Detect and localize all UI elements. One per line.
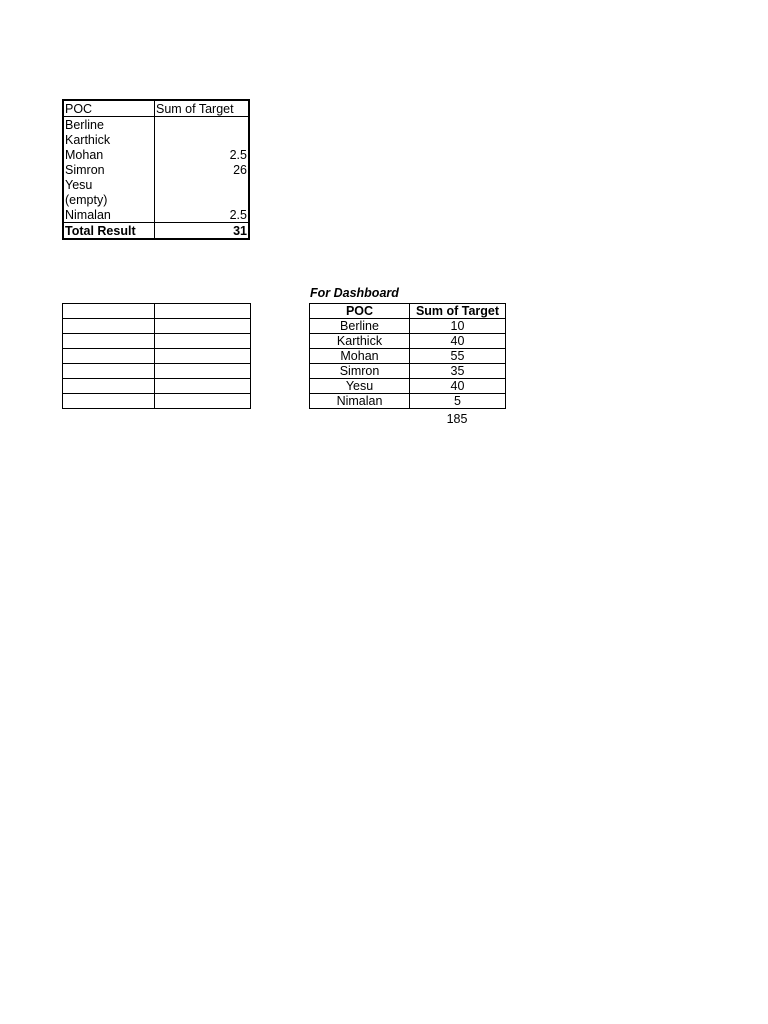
dashboard-cell-value[interactable]: 55	[410, 349, 506, 364]
empty-grid-row	[63, 364, 251, 379]
pivot-cell-value[interactable]: 2.5	[229, 147, 247, 162]
dashboard-cell-value[interactable]: 35	[410, 364, 506, 379]
pivot-header-poc[interactable]: POC	[63, 100, 155, 117]
dashboard-header-row	[310, 304, 506, 319]
dashboard-cell-value[interactable]: 10	[410, 319, 506, 334]
pivot-row	[63, 147, 249, 162]
empty-cell[interactable]	[63, 364, 155, 379]
dashboard-row	[310, 349, 506, 364]
empty-cell[interactable]	[155, 319, 251, 334]
dashboard-cell-poc[interactable]: Berline	[310, 319, 410, 334]
empty-cell[interactable]	[155, 394, 251, 409]
dashboard-total[interactable]: 185	[446, 412, 468, 426]
pivot-total-label[interactable]: Total Result	[63, 223, 155, 240]
pivot-cell-poc[interactable]: (empty)	[63, 192, 155, 207]
empty-cell[interactable]	[63, 379, 155, 394]
pivot-cell-value[interactable]	[155, 192, 250, 207]
empty-cell[interactable]	[155, 334, 251, 349]
pivot-header-sum[interactable]: Sum of Target	[155, 100, 250, 117]
pivot-cell-poc[interactable]: Nimalan	[63, 207, 155, 223]
dashboard-row	[310, 379, 506, 394]
pivot-row	[63, 177, 249, 192]
dashboard-cell-value[interactable]: 40	[410, 379, 506, 394]
pivot-table	[62, 99, 250, 240]
pivot-row	[63, 162, 249, 177]
dashboard-header-poc[interactable]: POC	[310, 304, 410, 319]
dashboard-cell-poc[interactable]: Karthick	[310, 334, 410, 349]
dashboard-header-sum[interactable]: Sum of Target	[410, 304, 506, 319]
dashboard-row	[310, 364, 506, 379]
pivot-cell-value[interactable]: 26	[233, 162, 247, 177]
dashboard-cell-value[interactable]: 5	[410, 394, 506, 409]
dashboard-title: For Dashboard	[310, 286, 399, 300]
pivot-header-row	[63, 100, 249, 117]
dashboard-cell-poc[interactable]: Yesu	[310, 379, 410, 394]
empty-cell[interactable]	[155, 304, 251, 319]
empty-cell[interactable]	[63, 334, 155, 349]
dashboard-cell-value[interactable]: 40	[410, 334, 506, 349]
dashboard-table	[309, 303, 506, 409]
empty-cell[interactable]	[155, 349, 251, 364]
pivot-cell-poc[interactable]: Karthick	[63, 132, 155, 147]
empty-cell[interactable]	[63, 349, 155, 364]
dashboard-row	[310, 394, 506, 409]
empty-cell[interactable]	[155, 379, 251, 394]
dashboard-cell-poc[interactable]: Simron	[310, 364, 410, 379]
empty-grid-row	[63, 394, 251, 409]
pivot-cell-poc[interactable]: Yesu	[63, 177, 155, 192]
empty-cell[interactable]	[63, 319, 155, 334]
pivot-cell-poc[interactable]: Berline	[63, 117, 155, 133]
dashboard-row	[310, 319, 506, 334]
pivot-row	[63, 207, 249, 223]
pivot-total-row	[63, 223, 249, 240]
pivot-row	[63, 117, 249, 133]
pivot-cell-poc[interactable]: Simron	[63, 162, 155, 177]
pivot-cell-value[interactable]	[155, 132, 250, 147]
pivot-cell-value[interactable]	[155, 177, 250, 192]
dashboard-row	[310, 334, 506, 349]
empty-cell[interactable]	[155, 364, 251, 379]
pivot-row	[63, 192, 249, 207]
pivot-cell-poc[interactable]: Mohan	[63, 147, 155, 162]
empty-cell[interactable]	[63, 394, 155, 409]
empty-grid-row	[63, 379, 251, 394]
pivot-cell-value[interactable]: 2.5	[229, 207, 247, 222]
dashboard-cell-poc[interactable]: Nimalan	[310, 394, 410, 409]
empty-cell[interactable]	[63, 304, 155, 319]
empty-grid	[62, 303, 251, 409]
pivot-cell-value[interactable]	[155, 117, 250, 133]
pivot-row	[63, 132, 249, 147]
pivot-total-value[interactable]: 31	[155, 223, 250, 240]
empty-grid-row	[63, 349, 251, 364]
empty-grid-row	[63, 319, 251, 334]
empty-grid-row	[63, 334, 251, 349]
dashboard-cell-poc[interactable]: Mohan	[310, 349, 410, 364]
empty-grid-row	[63, 304, 251, 319]
